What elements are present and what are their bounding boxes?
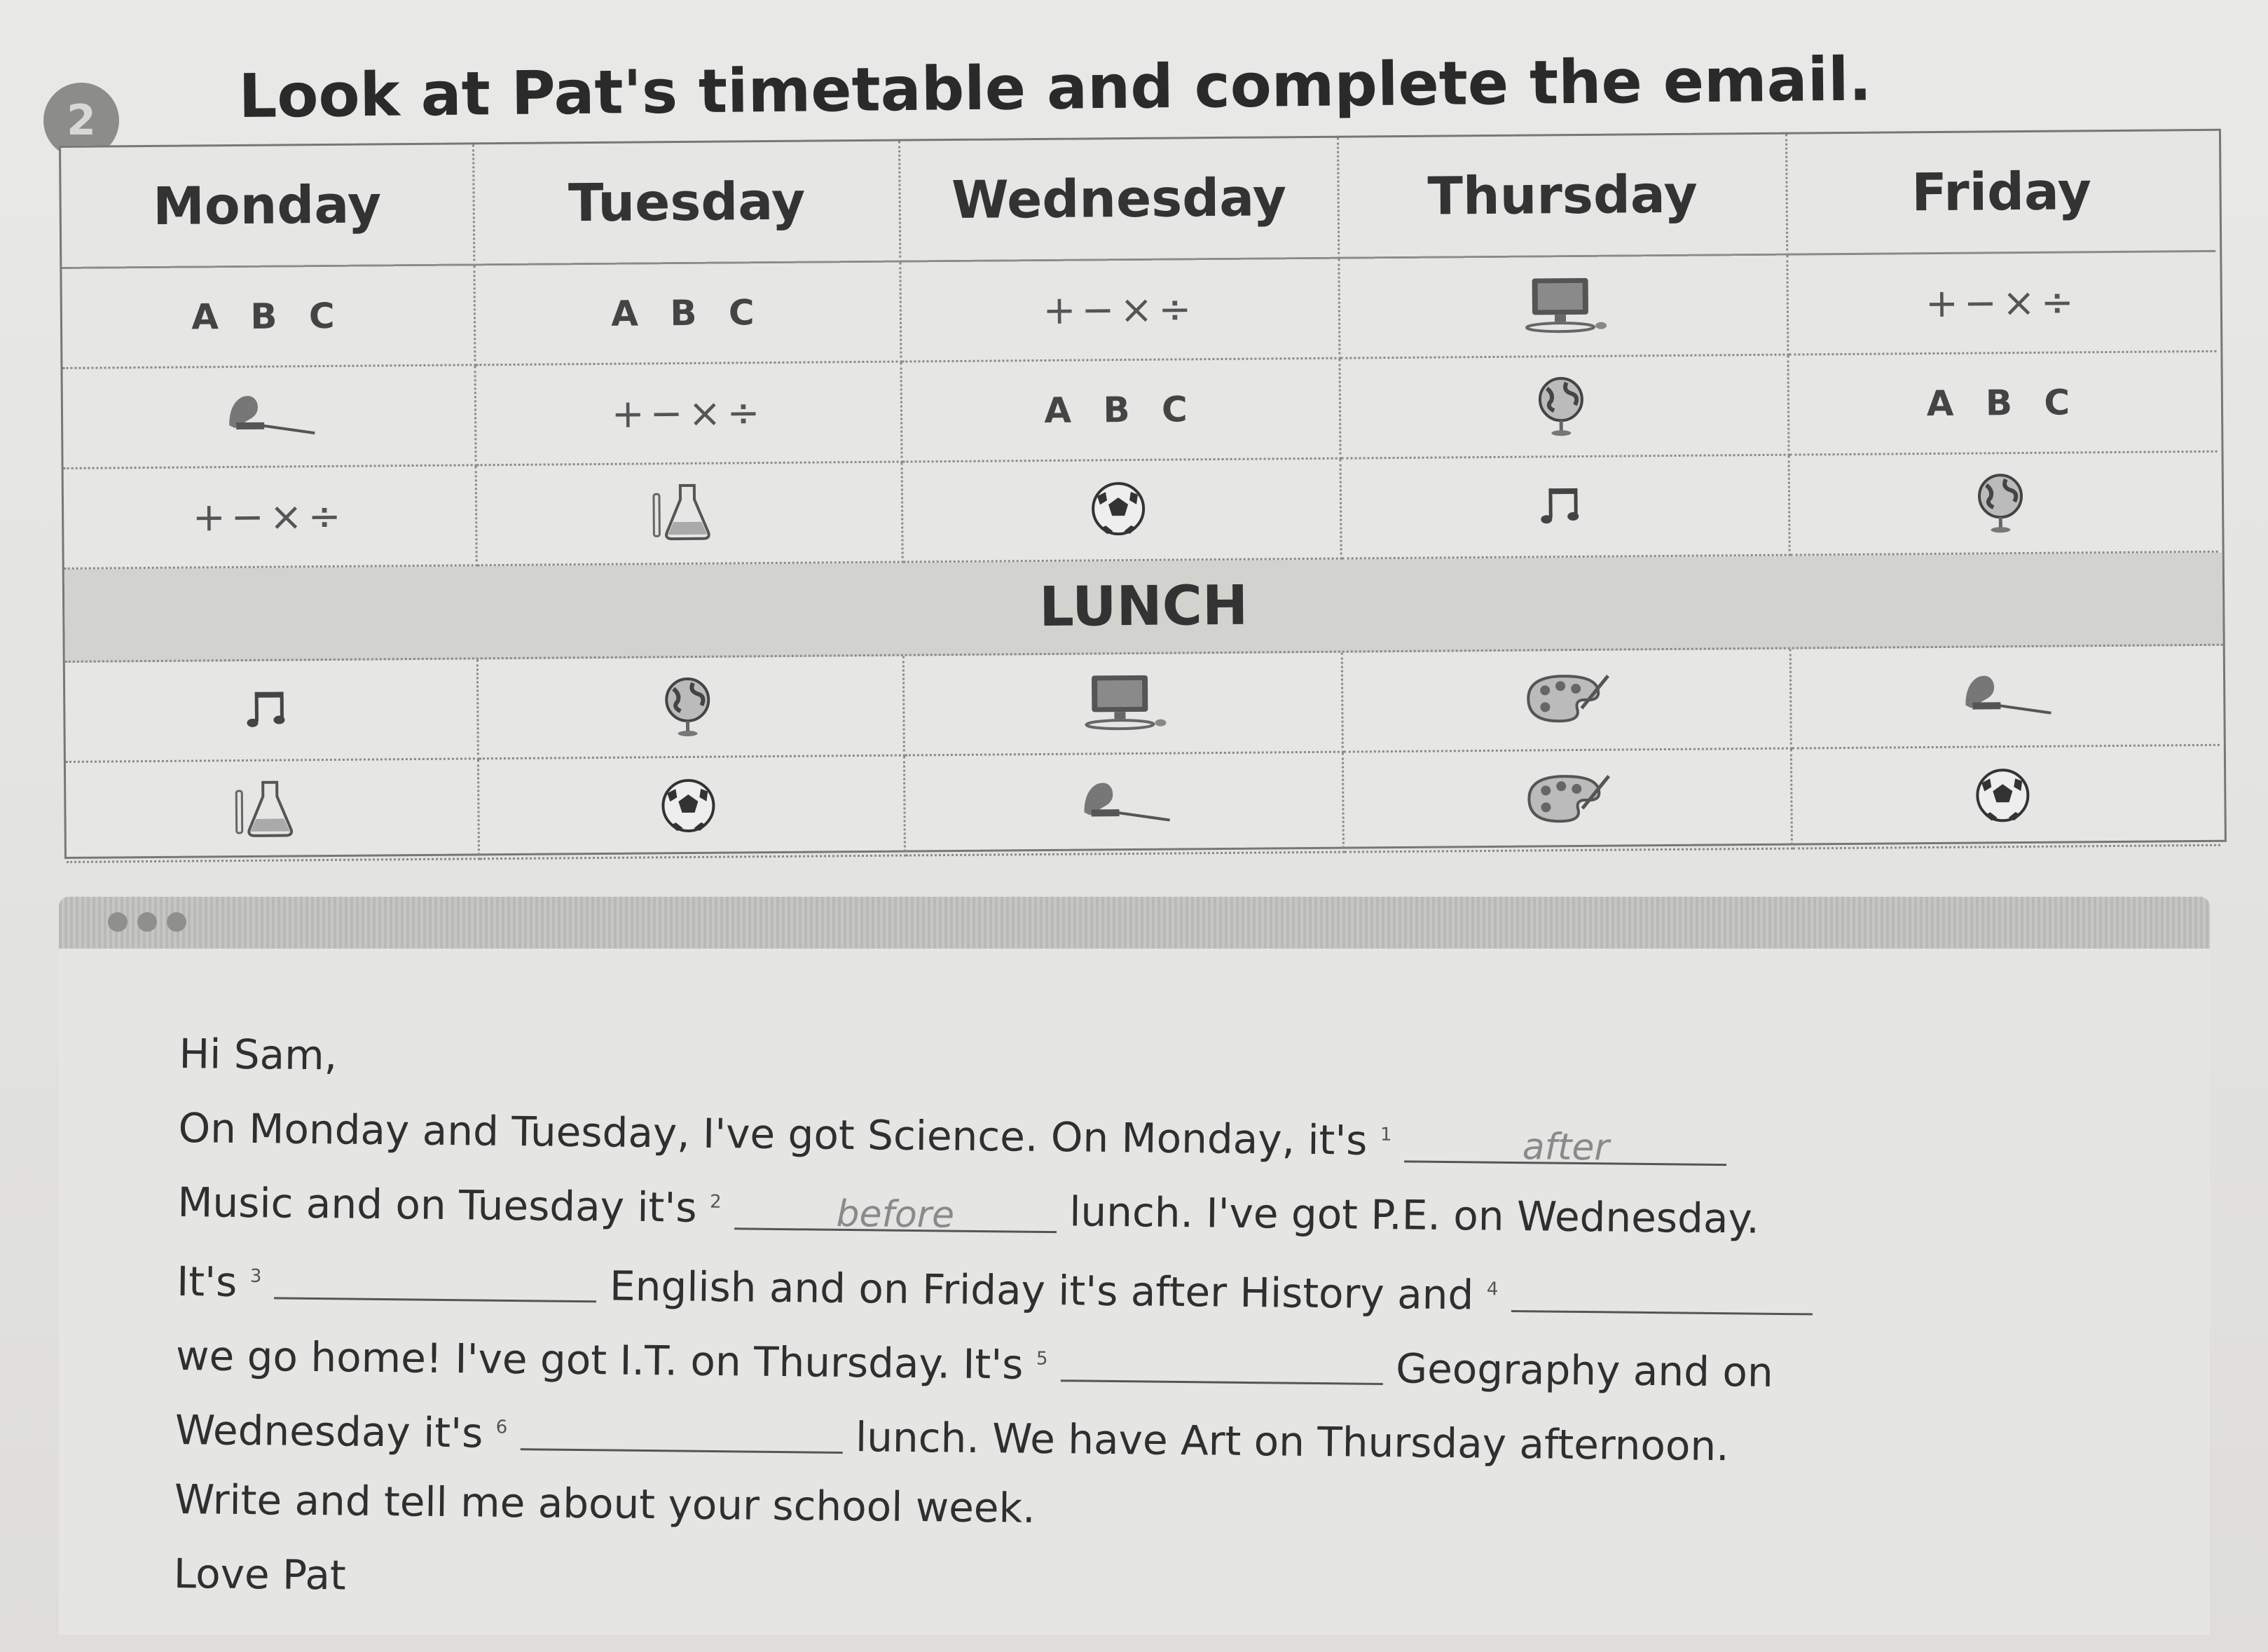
knight-icon <box>216 383 322 450</box>
day-header-tuesday: Tuesday <box>474 142 901 266</box>
morning-lesson-2-thursday <box>1340 356 1789 460</box>
globe-icon <box>1511 373 1617 441</box>
answer-gap-2[interactable] <box>734 1187 1057 1237</box>
morning-lesson-2-monday <box>63 366 477 469</box>
email-signoff: Love Pat <box>173 1549 347 1599</box>
window-maximize-dot <box>167 912 186 932</box>
timetable-afternoon <box>65 646 2220 863</box>
english-abc-icon: A B C <box>1044 389 1197 431</box>
football-icon <box>1068 476 1174 544</box>
answer-gap-4[interactable] <box>1511 1269 1813 1315</box>
morning-lesson-2-wednesday <box>902 359 1341 463</box>
computer-icon <box>1070 670 1176 738</box>
morning-lesson-1-monday <box>62 266 476 369</box>
exercise-instruction: Look at Pat's timetable and complete the email. <box>238 44 1872 132</box>
morning-lesson-2-tuesday <box>476 363 902 467</box>
timetable-morning <box>62 252 2218 570</box>
exercise-number: 2 <box>67 96 96 145</box>
music-note-icon <box>218 676 324 744</box>
answer-gap-3[interactable] <box>274 1256 597 1302</box>
afternoon-lesson-1-monday <box>65 659 479 763</box>
morning-lesson-2-friday <box>1789 352 2217 456</box>
answer-gap-2-text: before <box>836 1192 955 1237</box>
knight-icon <box>1071 770 1177 838</box>
english-abc-icon: A B C <box>191 295 345 338</box>
email-greeting: Hi Sam, <box>179 1030 338 1080</box>
email-line-5: Wednesday it's $^6$ lunch. We have Art on Thursday afternoon. <box>174 1405 1729 1471</box>
paint-palette-icon <box>1513 666 1619 734</box>
computer-icon <box>1511 273 1616 340</box>
answer-gap-5[interactable] <box>1061 1339 1384 1385</box>
morning-lesson-3-thursday <box>1342 456 1791 560</box>
email-line-6: Write and tell me about your school week. <box>174 1475 1036 1532</box>
afternoon-lesson-2-tuesday <box>479 757 906 860</box>
morning-lesson-1-wednesday <box>901 259 1340 363</box>
morning-lesson-1-tuesday <box>475 263 902 366</box>
afternoon-lesson-2-thursday <box>1344 750 1793 853</box>
paint-palette-icon <box>1515 766 1621 834</box>
english-abc-icon: A B C <box>611 292 764 334</box>
music-note-icon <box>1512 473 1618 541</box>
day-header-friday: Friday <box>1787 131 2215 256</box>
afternoon-lesson-1-thursday <box>1343 649 1792 753</box>
morning-lesson-1-friday <box>1788 252 2216 356</box>
football-icon <box>639 773 745 841</box>
email-window-titlebar <box>59 897 2210 949</box>
knight-icon <box>1953 663 2059 731</box>
afternoon-lesson-2-wednesday <box>905 753 1345 857</box>
email-line-3: It's $^3$ English and on Friday it's after History and $^4$ <box>177 1253 2069 1347</box>
morning-lesson-3-wednesday <box>903 460 1342 563</box>
flask-icon <box>636 479 742 547</box>
answer-gap-1[interactable] <box>1405 1120 1728 1169</box>
morning-lesson-3-tuesday <box>477 463 904 567</box>
window-close-dot <box>108 912 128 932</box>
afternoon-lesson-1-friday <box>1792 646 2220 750</box>
email-text <box>173 1030 2071 1644</box>
globe-icon <box>638 673 743 741</box>
lunch-row: LUNCH <box>64 553 2223 663</box>
maths-symbols-icon: +−×÷ <box>1925 279 2080 326</box>
email-line-1: On Monday and Tuesday, I've got Science. On Monday, it's $^1$ after <box>178 1104 2070 1198</box>
maths-symbols-icon: +−×÷ <box>192 493 347 541</box>
day-header-wednesday: Wednesday <box>900 138 1340 263</box>
morning-lesson-1-thursday <box>1340 256 1789 359</box>
afternoon-lesson-2-monday <box>66 759 480 863</box>
maths-symbols-icon: +−×÷ <box>1043 286 1197 333</box>
answer-gap-1-text: after <box>1522 1126 1610 1169</box>
maths-symbols-icon: +−×÷ <box>611 390 766 437</box>
answer-gap-6[interactable] <box>520 1407 843 1454</box>
email-line-2: Music and on Tuesday it's $^2$ before lunch. I've got P.E. on Wednesday. <box>177 1178 1760 1243</box>
timetable <box>59 129 2227 859</box>
morning-lesson-3-friday <box>1790 453 2218 556</box>
afternoon-lesson-2-friday <box>1792 746 2220 850</box>
football-icon <box>1953 763 2059 831</box>
window-minimize-dot <box>137 912 157 932</box>
email-line-4: we go home! I've got I.T. on Thursday. It's $^5$ Geography and on <box>175 1331 1774 1396</box>
afternoon-lesson-1-tuesday <box>479 656 905 760</box>
day-header-thursday: Thursday <box>1339 135 1788 259</box>
globe-icon <box>1951 469 2057 537</box>
english-abc-icon: A B C <box>1926 382 2080 425</box>
flask-icon <box>219 776 325 844</box>
morning-lesson-3-monday <box>64 466 478 570</box>
day-header-monday: Monday <box>61 144 475 269</box>
timetable-header-row <box>61 131 2215 269</box>
afternoon-lesson-1-wednesday <box>905 653 1344 757</box>
